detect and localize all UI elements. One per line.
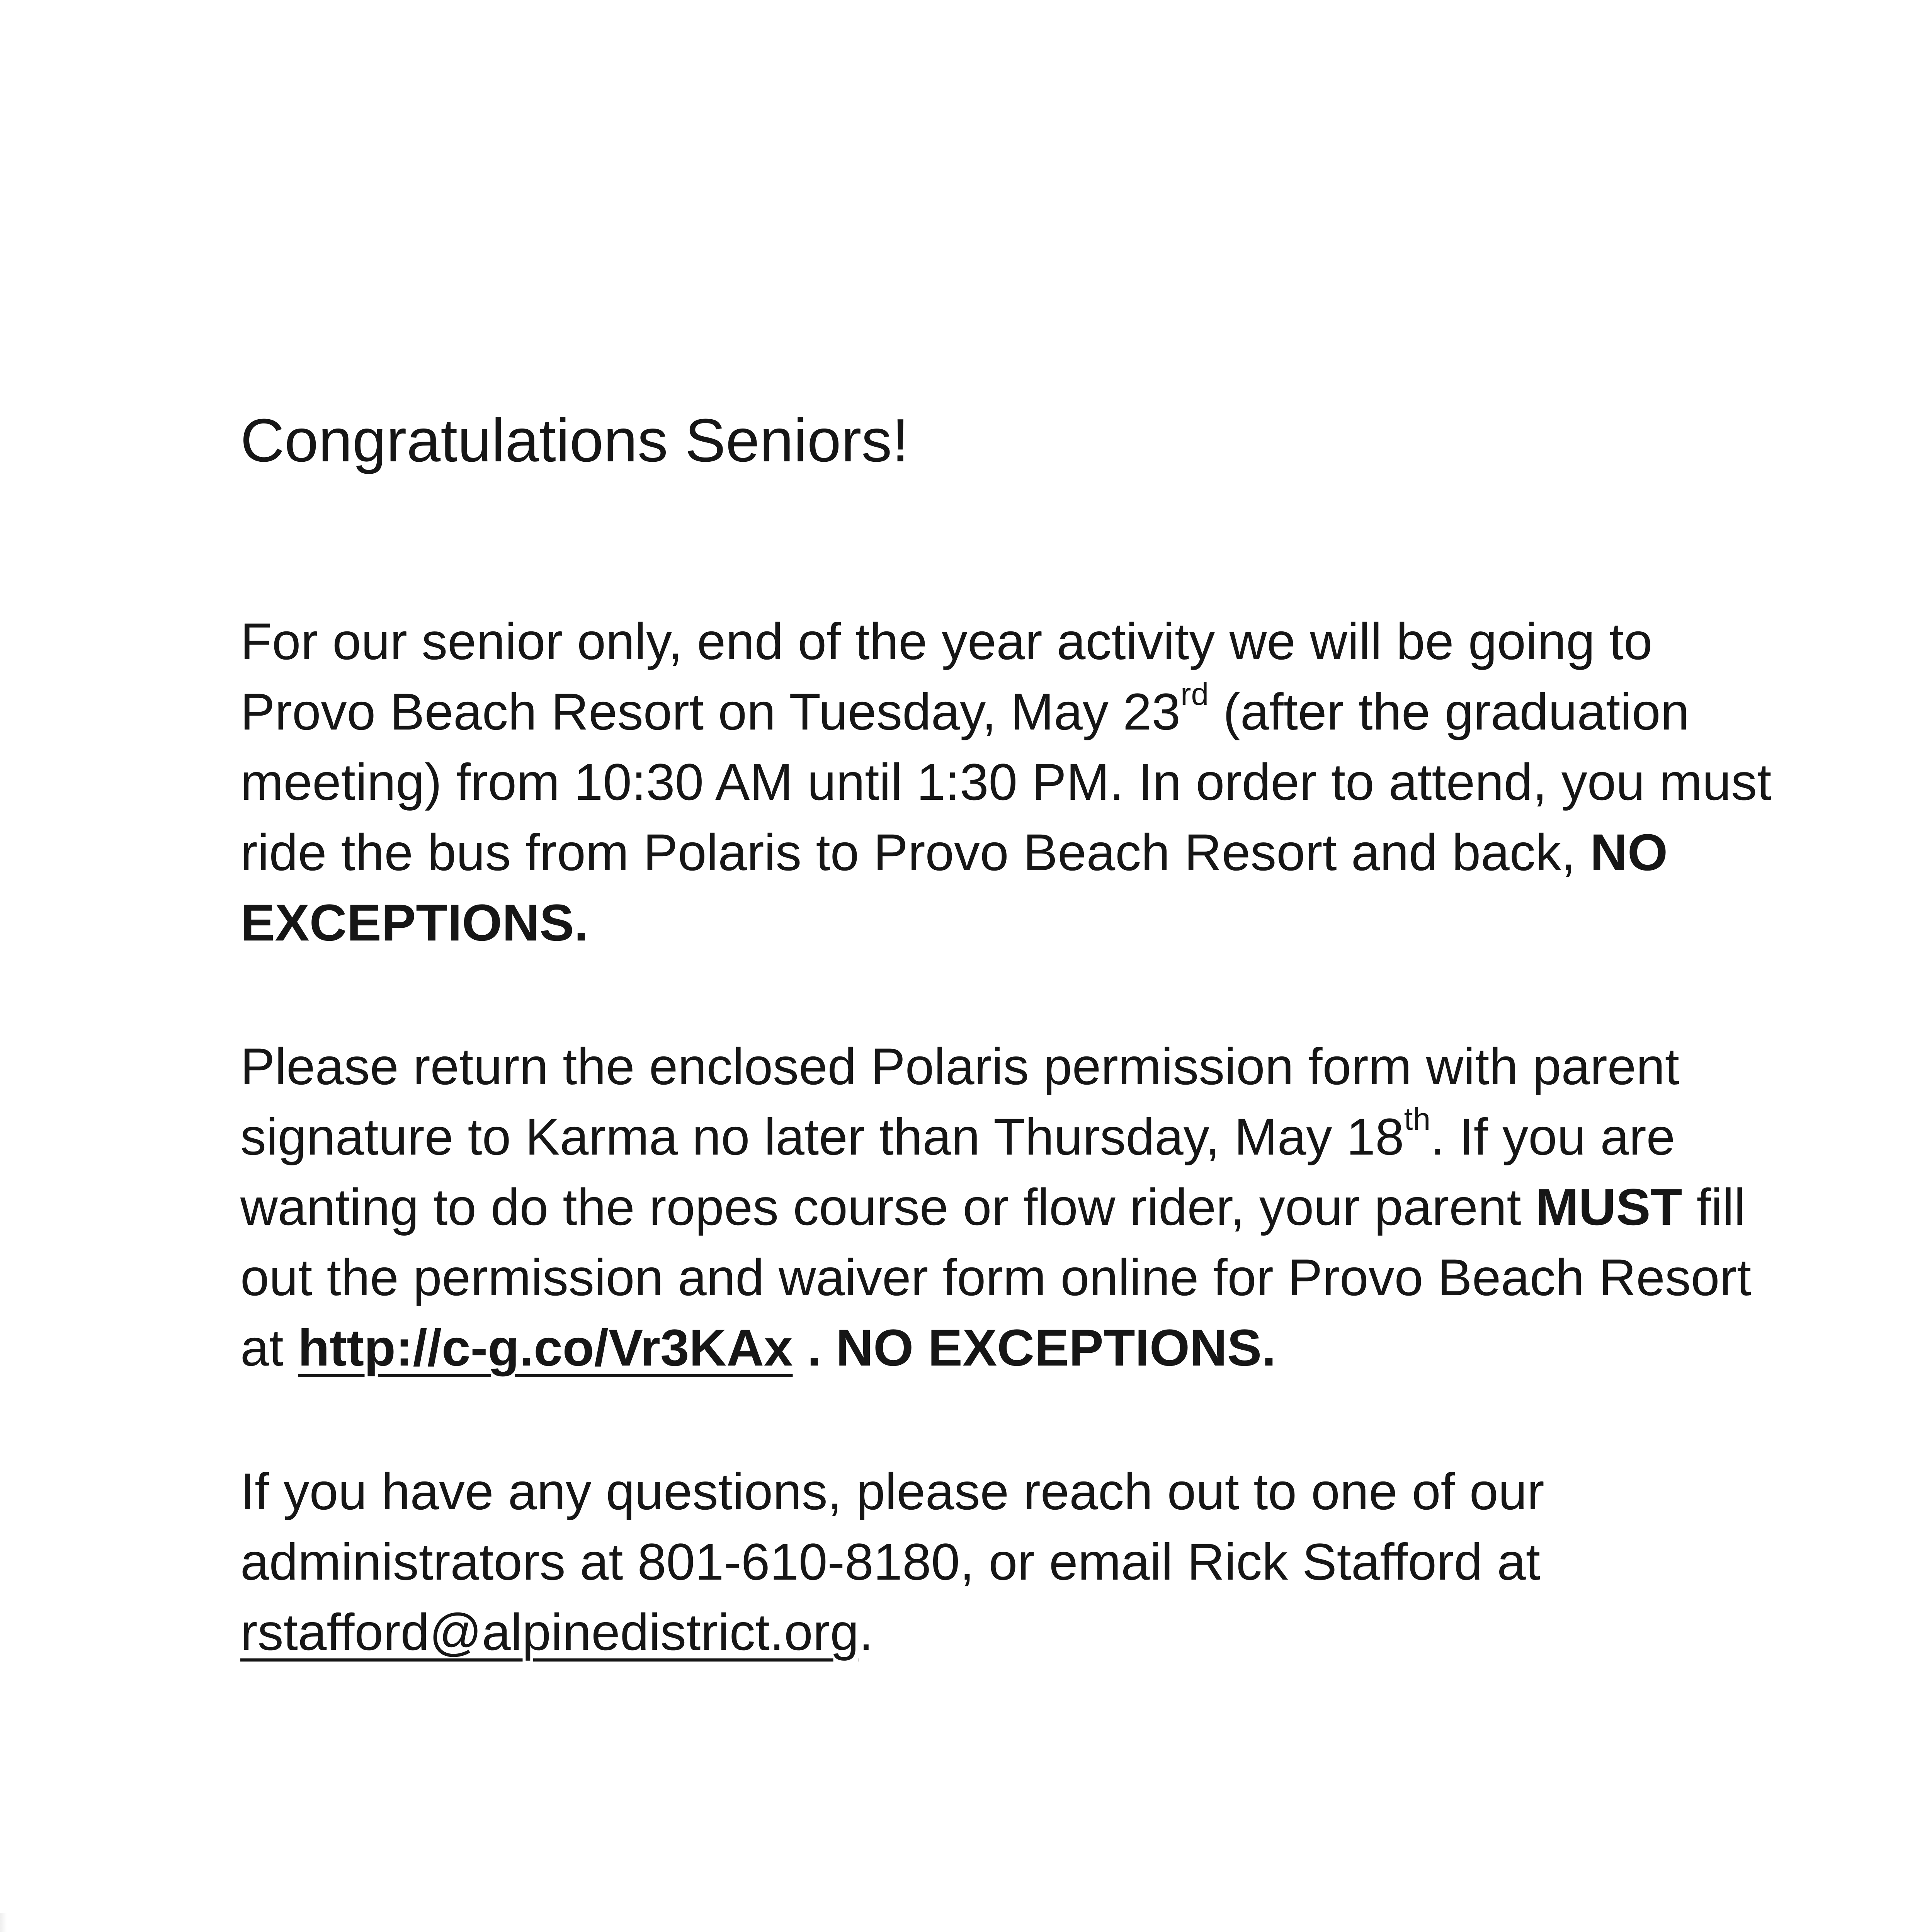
- no-exceptions-emphasis-2: NO EXCEPTIONS.: [836, 1319, 1276, 1377]
- no-exceptions-emphasis-1: NO EXCEPTIONS.: [240, 824, 1668, 952]
- scan-edge-shadow: [0, 1913, 7, 1932]
- paragraph1-text-a: For our senior only, end of the year activity we will be going to Provo Beach Resort on Tuesday, May 23: [240, 613, 1653, 741]
- paragraph2-text-b: . If you are wanting to do the ropes course or flow rider, your parent: [240, 1108, 1675, 1236]
- paragraph-contact: [240, 1457, 1786, 1668]
- paragraph2-text-a: Please return the enclosed Polaris permission form with parent signature to Karma no later than Thursday, May 18: [240, 1038, 1679, 1166]
- paragraph-permission-form: [240, 1032, 1786, 1383]
- document-title: Congratulations Seniors!: [240, 406, 909, 474]
- paragraph1-text-b: (after the graduation meeting) from 10:30 AM until 1:30 PM. In order to attend, you must ride the bus from Polaris to Provo Beach Resort and back,: [240, 683, 1772, 881]
- document-body: [240, 402, 1786, 1668]
- paragraph2-text-d: .: [793, 1319, 836, 1377]
- ordinal-suffix-th: th: [1404, 1102, 1431, 1137]
- must-emphasis: MUST: [1535, 1179, 1682, 1236]
- paragraph-activity-details: [240, 607, 1786, 958]
- waiver-form-link[interactable]: http://c-g.co/Vr3KAx: [298, 1319, 793, 1377]
- paragraph2-text-c: fill out the permission and waiver form online for Provo Beach Resort at: [240, 1179, 1752, 1377]
- paragraph3-text-a: If you have any questions, please reach out to one of our administrators at 801-610-8180, or email Rick Stafford at: [240, 1463, 1544, 1591]
- ordinal-suffix-rd: rd: [1180, 677, 1209, 712]
- paragraph3-text-b: .: [859, 1604, 874, 1661]
- contact-email-link[interactable]: rstafford@alpinedistrict.org: [240, 1604, 859, 1661]
